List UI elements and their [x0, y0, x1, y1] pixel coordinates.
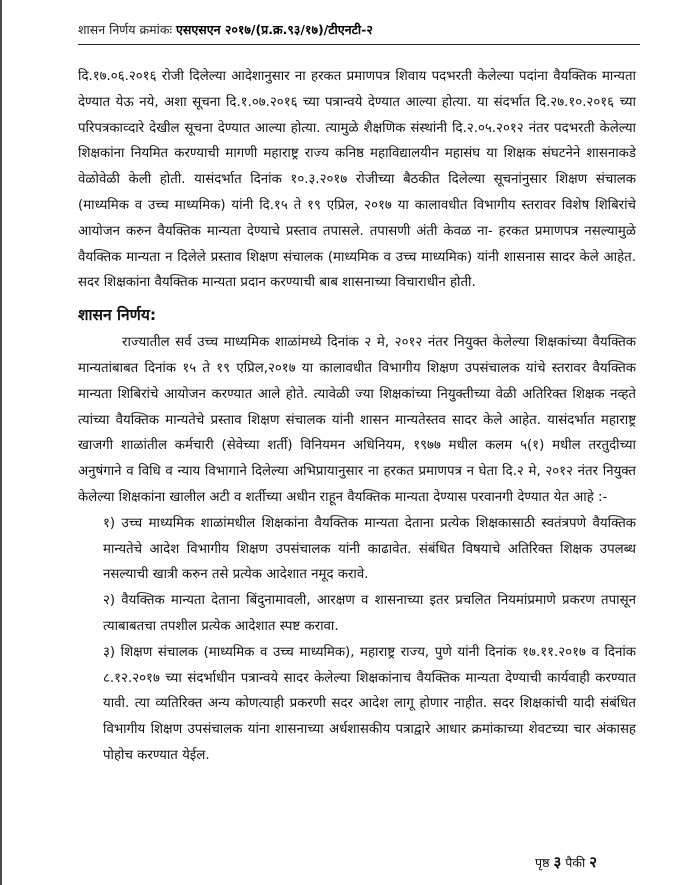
decision-heading: शासन निर्णय: [78, 306, 157, 325]
condition-item-3: ३) शिक्षण संचालक (माध्यमिक व उच्च माध्यमिक), महाराष्ट्र राज्य, पुणे यांनी दिनांक १७.११.२०१७ व दिनांक ८.१२.२०१७ च्या संदर्भाधीन पत्रान्वये सादर केलेल्या शिक्षकांनाच वैयक्तिक मान्यता देण्याची कार्यवाही करण्यात यावी. त्या व्यतिरिक्त अन्य कोणत्याही प्रकरणी सदर आदेश लागू होणार नाहीत. सदर शिक्षकांची यादी संबंधित विभागीय शिक्षण उपसंचालक यांना शासनाच्या अर्धशासकीय पत्राद्वारे आधार क्रमांकाच्या शेवटच्या चार अंकासह पोहोच करण्यात येईल. [103, 644, 636, 763]
decision-paragraph: राज्यातील सर्व उच्च माध्यमिक शाळांमध्ये दिनांक २ मे, २०१२ नंतर नियुक्त केलेल्या शिक्षकांच्या वैयक्तिक मान्यतांबाबत दिनांक १५ ते १९ एप्रिल,२०१७ या कालावधीत विभागीय शिक्षण उपसंचालक यांचे स्तरावर वैयक्तिक मान्यता शिबिरांचे आयोजन करण्यात आले होते. त्यावेळी ज्या शिक्षकांच्या नियुक्तीच्या वेळी अतिरिक्त शिक्षक नव्हते त्यांच्या वैयक्तिक मान्यतेचे प्रस्ताव शिक्षण संचालक यांनी शासन मान्यतेस्तव सादर केले आहेत. यासंदर्भात महाराष्ट्र खाजगी शाळांतील कर्मचारी (सेवेच्या शर्ती) विनियमन अधिनियम, १९७७ मधील कलम ५(१) मधील तरतुदीच्या अनुषंगाने व विधि व न्याय विभागाने दिलेल्या अभिप्रायानुसार ना हरकत प्रमाणपत्र न घेता दि.२ मे, २०१२ नंतर नियुक्त केलेल्या शिक्षकांना खालील अटी व शर्तीच्या अधीन राहून वैयक्तिक मान्यता देण्यास परवानगी देण्यात येत आहे :- [78, 335, 636, 505]
order-number-label: शासन निर्णय क्रमांकः [78, 22, 172, 37]
total-pages: २ [589, 853, 597, 871]
condition-item-1: १) उच्च माध्यमिक शाळांमधील शिक्षकांना वैयक्तिक मान्यता देताना प्रत्येक शिक्षकासाठी स्वतंत्रपणे वैयक्तिक मान्यतेचे आदेश विभागीय शिक्षण उपसंचालक यांनी काढावेत. संबंधित विषयाचे अतिरिक्त शिक्षक उपलब्ध नसल्याची खात्री करुन तसे प्रत्येक आदेशात नमूद करावे. [103, 515, 636, 583]
document-body [78, 64, 636, 769]
condition-item-2: २) वैयक्तिक मान्यता देताना बिंदुनामावली, आरक्षण व शासनाच्या इतर प्रचलित नियमांप्रमाणे प्रकरण तपासून त्याबाबतचा तपशील प्रत्येक आदेशात स्पष्ट करावा. [103, 593, 636, 634]
header-divider [78, 44, 640, 45]
current-page: ३ [553, 853, 562, 871]
page-number [535, 853, 597, 872]
intro-paragraph: दि.१७.०६.२०१६ रोजी दिलेल्या आदेशानुसार ना हरकत प्रमाणपत्र शिवाय पदभरती केलेल्या पदांना वैयक्तिक मान्यता देण्यात येऊ नये, अशा सूचना दि.१.०७.२०१६ च्या पत्रान्वये देण्यात आल्या होत्या. या संदर्भात दि.२७.१०.२०१६ च्या परिपत्रकाव्दारे देखील सूचना देण्यात आल्या होत्या. त्यामुळे शैक्षणिक संस्थांनी दि.२.०५.२०१२ नंतर पदभरती केलेल्या शिक्षकांना नियमित करण्याची मागणी महाराष्ट्र राज्य कनिष्ठ महाविद्यालयीन महासंघ या शिक्षक संघटनेने शासनाकडे वेळोवेळी केली होती. यासंदर्भात दिनांक १०.३.२०१७ रोजीच्या बैठकीत दिलेल्या सूचनांनुसार शिक्षण संचालक (माध्यमिक व उच्च माध्यमिक) यांनी दि.१५ ते १९ एप्रिल, २०१७ या कालावधीत विभागीय स्तरावर विशेष शिबिरांचे आयोजन करुन वैयक्तिक मान्यता देण्याचे प्रस्ताव तपासले. तपासणी अंती केवळ ना- हरकत प्रमाणपत्र नसल्यामुळे वैयक्तिक मान्यता न दिलेले प्रस्ताव शिक्षण संचालक (माध्यमिक व उच्च माध्यमिक) यांनी शासनास सादर केले आहेत. सदर शिक्षकांना वैयक्तिक मान्यता प्रदान करण्याची बाब शासनाच्या विचाराधीन होती. [78, 69, 636, 291]
page-label: पृष्ठ [535, 855, 550, 870]
of-label: पैकी [565, 855, 586, 870]
page-header [78, 22, 638, 38]
order-number: एसएसएन २०१७/(प्र.क्र.९३/१७)/टीएनटी-२ [175, 22, 373, 37]
